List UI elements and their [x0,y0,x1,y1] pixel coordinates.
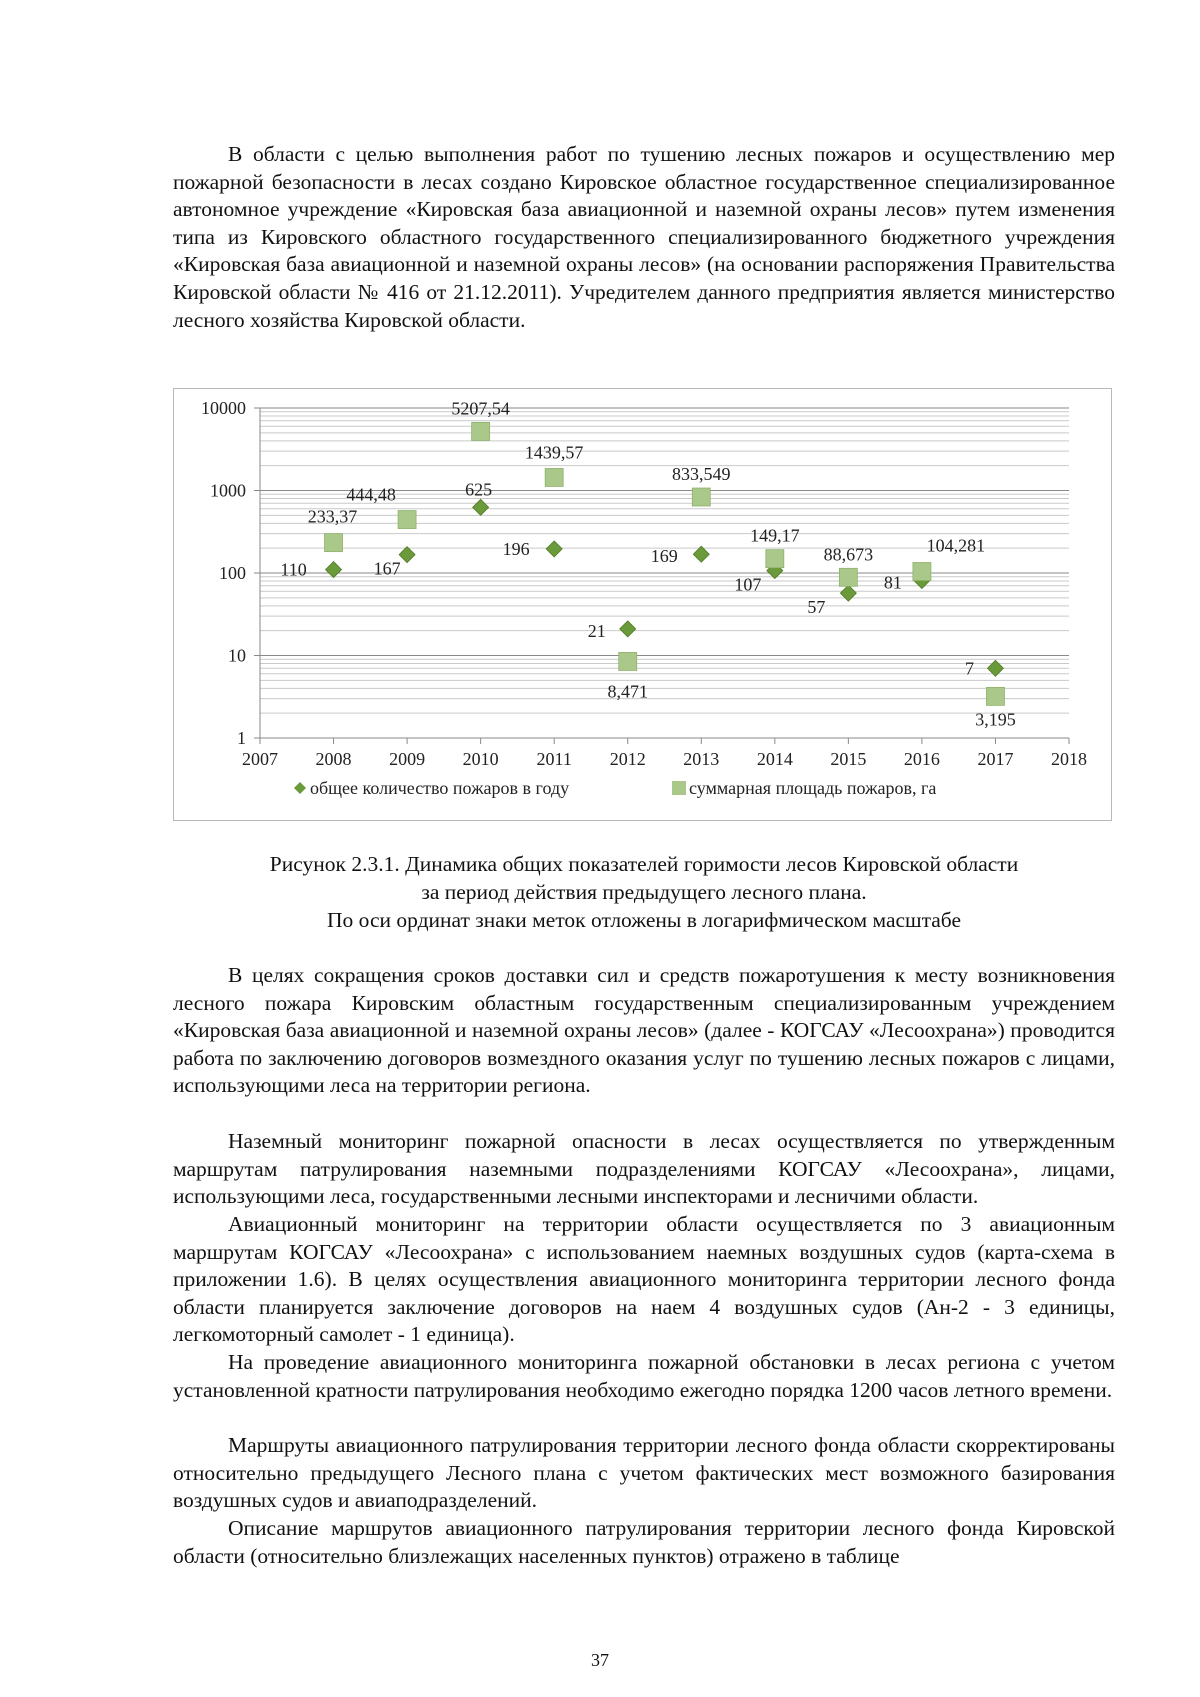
caption-line-1: Рисунок 2.3.1. Динамика общих показателей горимости лесов Кировской области [269,852,1019,876]
fire-count-label: 625 [465,479,493,500]
paragraph-contracts: В целях сокращения сроков доставки сил и средств пожаротушения к месту возникновения лесного пожара Кировским областным государственным специализированным учреждением «Кировская база авиационной и наземной охраны лесов» (далее - КОГСАУ «Лесоохрана») проводится работа по заключению договоров возмездного оказания услуг по тушению лесных пожаров с лицами, использующими леса на территории региона. [173,963,1115,1098]
fire-area-label: 8,471 [607,681,648,702]
fire-area-label: 444,48 [346,484,396,505]
y-tick-label: 100 [219,563,246,583]
y-tick-label: 10000 [201,398,246,418]
fire-count-label: 110 [280,559,307,580]
legend-label-fire-count: общее количество пожаров в году [310,778,570,798]
caption-line-3: По оси ординат знаки меток отложены в логарифмическом масштабе [327,908,961,932]
legend-square-icon [672,781,686,795]
fire-count-label: 107 [734,574,762,595]
fire-area-point [913,562,931,580]
fire-area-point [619,652,637,670]
fire-area-label: 104,281 [926,535,986,556]
fire-count-label: 7 [964,658,974,679]
x-tick-label: 2012 [609,749,646,769]
fire-count-label: 81 [883,572,902,593]
paragraph-routes-description: Описание маршрутов авиационного патрулирования территории лесного фонда Кировской области (относительно близлежащих населенных пунктов) отражено в таблице [173,1516,1115,1568]
fire-area-point [545,468,563,486]
paragraph-intro: В области с целью выполнения работ по тушению лесных пожаров и осуществлению мер пожарной безопасности в лесах создано Кировское областное государственное специализированное автономное учреждение «Кировская база авиационной и наземной охраны лесов» путем изменения типа из Кировского областного государственного специализированного бюджетного учреждения «Кировская база авиационной и наземной охраны лесов» (на основании распоряжения Правительства Кировской области № 416 от 21.12.2011). Учредителем данного предприятия является министерство лесного хозяйства Кировской области. [173,142,1115,332]
paragraph-routes-adjusted: Маршруты авиационного патрулирования территории лесного фонда области скорректированы относительно предыдущего Лесного плана с учетом фактических мест возможного базирования воздушных судов и авиаподразделений. [173,1433,1115,1513]
x-tick-label: 2017 [977,749,1014,769]
fire-count-point [840,585,856,601]
fire-area-label: 1439,57 [524,442,584,463]
x-tick-label: 2009 [389,749,426,769]
caption-line-2: за период действия предыдущего лесного плана. [421,880,867,904]
x-tick-label: 2008 [315,749,352,769]
chart-canvas [174,389,1113,822]
paragraph-ground-monitoring: Наземный мониторинг пожарной опасности в лесах осуществляется по утвержденным маршрутам патрулирования наземными подразделениями КОГСАУ «Лесоохрана», лицами, использующими леса, государственными лесными инспекторами и лесничими области. [173,1129,1115,1209]
paragraph-air-monitoring: Авиационный мониторинг на территории области осуществляется по 3 авиационным маршрутам КОГСАУ «Лесоохрана» с использованием наемных воздушных судов (карта-схема в приложении 1.6). В целях осуществления авиационного мониторинга территории лесного фонда области планируется заключение договоров на наем 4 воздушных судов (Ан-2 - 3 единицы, легкомоторный самолет - 1 единица). [173,1212,1115,1347]
fire-area-label: 88,673 [823,544,874,565]
fire-area-point [986,687,1004,705]
fire-area-label: 149,17 [750,525,800,546]
fire-area-label: 5207,54 [451,398,510,419]
fire-area-label: 3,195 [975,709,1016,730]
legend-diamond-icon [294,782,306,794]
fire-count-point [620,621,636,637]
fire-area-point [472,422,490,440]
legend-label-fire-area: суммарная площадь пожаров, га [689,778,937,798]
chart-legend [294,778,936,798]
x-tick-label: 2015 [830,749,867,769]
fire-count-label: 169 [650,546,678,567]
fire-count-point [326,562,342,578]
x-tick-label: 2014 [756,749,793,769]
x-tick-label: 2016 [903,749,940,769]
fire-count-point [473,499,489,515]
fire-area-point [398,511,416,529]
chart-marks [280,398,1015,729]
x-tick-label: 2013 [683,749,720,769]
fire-count-label: 196 [502,538,530,559]
fire-area-label: 833,549 [672,464,731,485]
fire-area-point [839,568,857,586]
fire-count-point [399,547,415,563]
fire-count-label: 167 [373,558,401,579]
page-number: 37 [591,1650,609,1670]
y-tick-label: 10 [228,645,246,666]
fire-area-label: 233,37 [307,506,358,527]
x-tick-label: 2011 [536,749,572,769]
fire-area-point [692,488,710,506]
paragraph-flight-hours: На проведение авиационного мониторинга пожарной обстановки в лесах региона с учетом установленной кратности патрулирования необходимо ежегодно порядка 1200 часов летного времени. [173,1350,1115,1402]
fire-area-point [766,550,784,568]
fire-count-label: 57 [807,597,826,618]
x-tick-label: 2007 [242,749,278,769]
fire-count-point [546,541,562,557]
y-tick-label: 1 [237,728,246,748]
figure-caption [173,850,1115,934]
x-tick-label: 2010 [462,749,499,769]
fire-area-point [325,534,343,552]
fire-dynamics-chart [173,388,1112,821]
fire-count-label: 21 [587,620,606,641]
x-tick-label: 2018 [1051,749,1087,769]
y-tick-label: 1000 [210,480,246,501]
